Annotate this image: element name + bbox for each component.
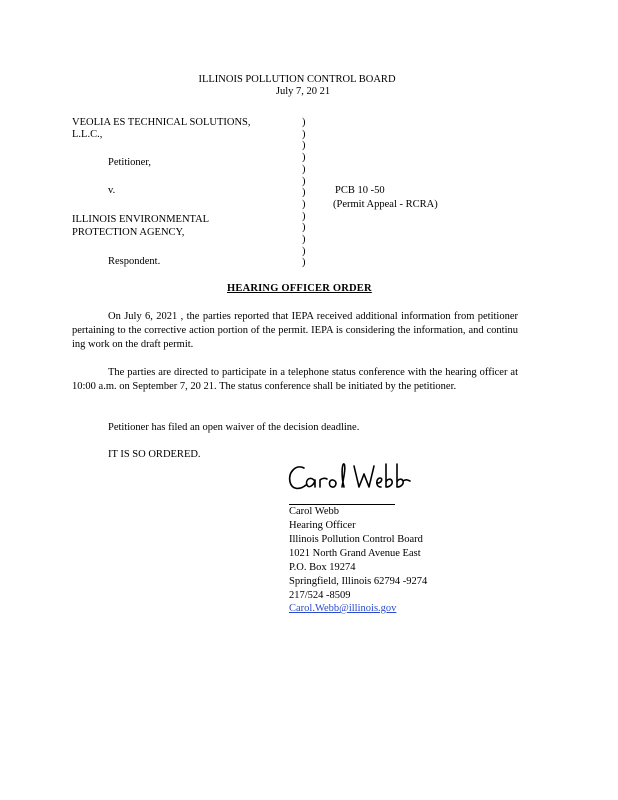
paragraph-status-text: On July 6, 2021 , the parties reported that IEPA received additional information from petitioner pertaining to the corrective action portion of the permit. IEPA is considering the information, and continu ing work on the draft permit. [72,311,518,350]
signer-po-box: P.O. Box 19274 [289,562,356,573]
handwritten-signature [284,458,414,502]
versus: v. [108,185,116,196]
signer-title: Hearing Officer [289,520,356,531]
paragraph-waiver-text: Petitioner has filed an open waiver of the decision deadline. [108,422,360,433]
signer-street-address: 1021 North Grand Avenue East [289,548,421,559]
order-date: July 7, 20 21 [275,86,331,97]
order-title: HEARING OFFICER ORDER [227,283,372,294]
signature-line [289,504,395,505]
signer-phone: 217/524 -8509 [289,590,351,601]
paragraph-conference [72,366,518,394]
paragraph-so-ordered-text: IT IS SO ORDERED. [108,449,201,460]
signer-email-link[interactable]: Carol.Webb@illinois.gov [289,603,397,614]
paragraph-waiver [72,421,518,435]
petitioner-name-line2: L.L.C., [72,129,103,140]
respondent-name-line1: ILLINOIS ENVIRONMENTAL [72,214,210,225]
paragraph-status [72,310,518,352]
case-number: PCB 10 -50 [335,185,385,196]
petitioner-role: Petitioner, [108,157,152,168]
signer-city-state-zip: Springfield, Illinois 62794 -9274 [289,576,428,587]
paragraph-conference-text: The parties are directed to participate in a telephone status conference with the hearing officer at 10:00 a.m. on September 7, 20 21. The status conference shall be initiated by the petitioner. [72,367,518,392]
respondent-name-line2: PROTECTION AGENCY, [72,227,185,238]
petitioner-name-line1: VEOLIA ES TECHNICAL SOLUTIONS, [72,117,251,128]
caption-parentheses: ) ) ) ) ) ) ) ) ) ) ) ) ) [302,117,306,269]
respondent-role: Respondent. [108,256,161,267]
signer-organization: Illinois Pollution Control Board [289,534,423,545]
signer-name: Carol Webb [289,506,339,517]
agency-title: ILLINOIS POLLUTION CONTROL BOARD [198,74,396,85]
case-type: (Permit Appeal - RCRA) [333,199,438,210]
